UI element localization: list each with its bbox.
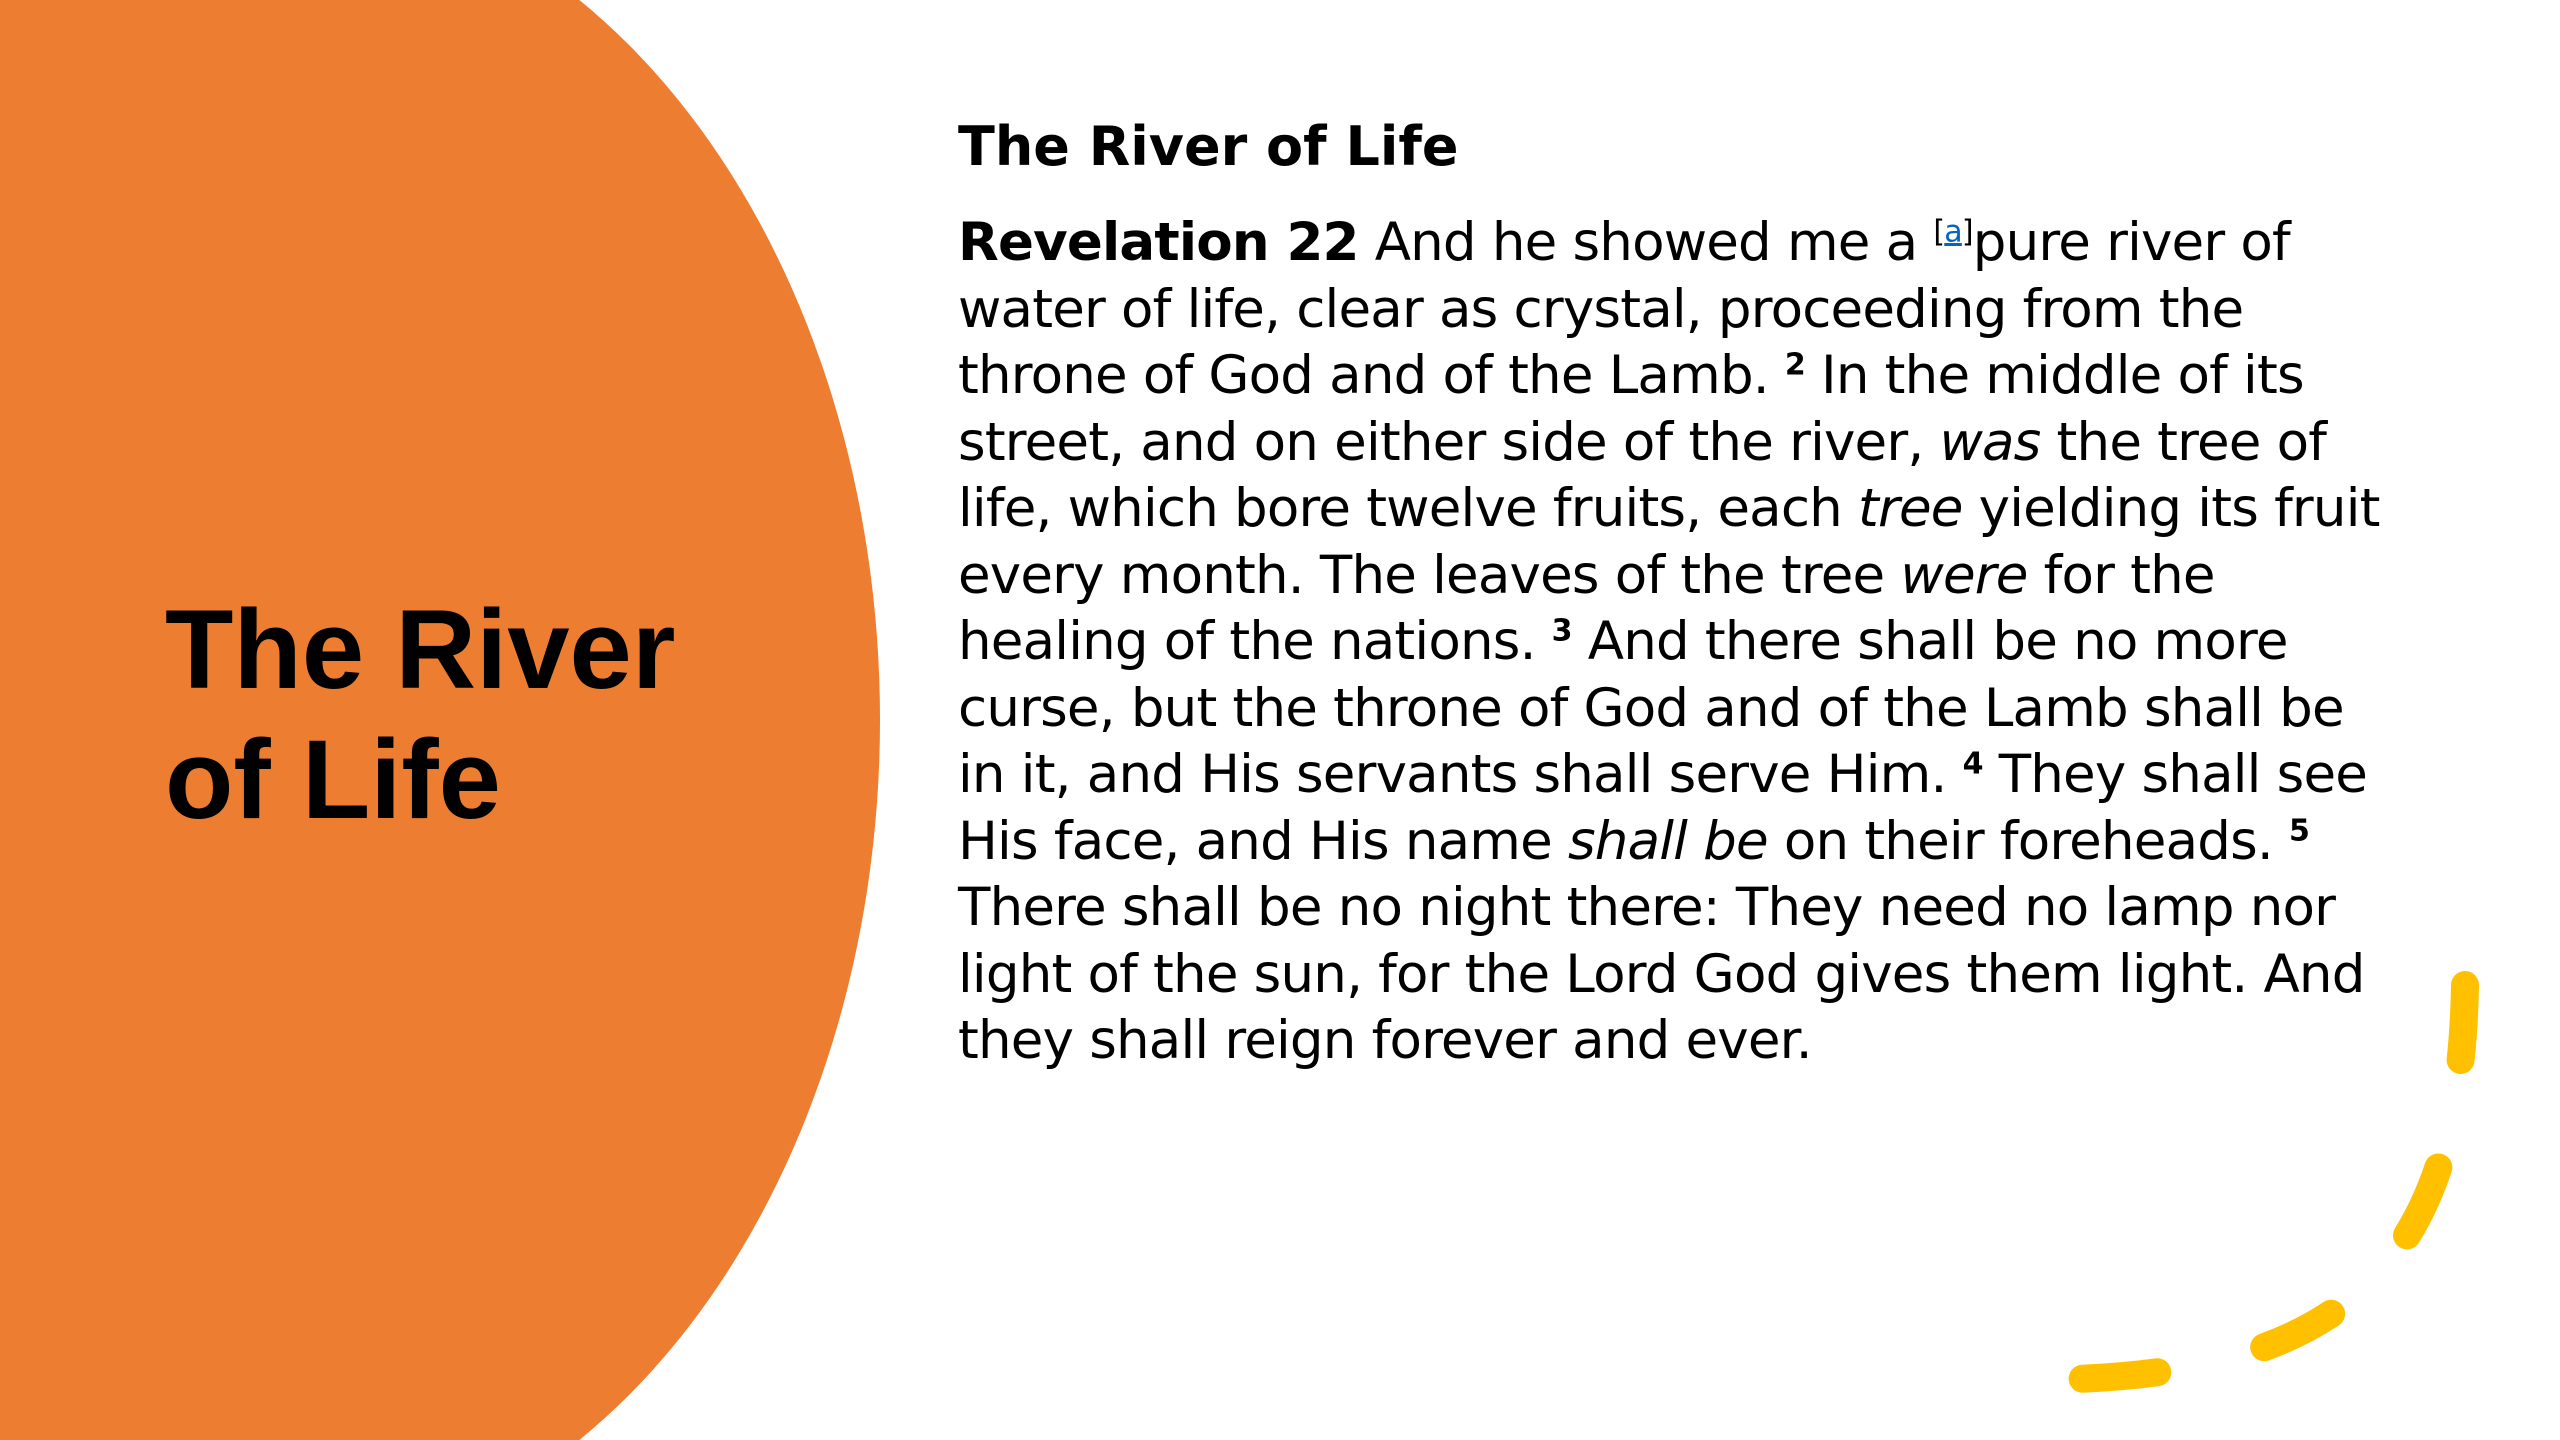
passage-text: pure river of water of life, clear as crystal, proceeding from the throne of God and of the Lamb.: [958, 212, 2290, 406]
passage-text: yielding its fruit every month. The leaves of the tree: [958, 478, 2380, 606]
passage-text: the tree of life, which bore twelve fruits, each: [958, 411, 2327, 539]
verse-number: 3: [1551, 613, 1572, 649]
passage-text: And there shall be no more curse, but the throne of God and of the Lamb shall be in it, and His servants shall serve Him.: [958, 611, 2344, 805]
verse-number: 4: [1962, 746, 1983, 782]
passage-text: on their foreheads.: [1767, 810, 2290, 872]
slide-title: The River of Life: [165, 587, 676, 842]
scripture-passage: [958, 210, 2398, 1075]
passage-text: There shall be no night there: They need no lamp nor light of the sun, for the Lord God gives them light. And they shall reign forever and ever.: [958, 877, 2365, 1071]
passage-text: They shall see His face, and His name: [958, 744, 2368, 872]
verse-number: 2: [1784, 347, 1805, 383]
italic-word: tree: [1858, 478, 1963, 539]
verse-number: 5: [2289, 812, 2310, 848]
passage-text: In the middle of its street, and on either side of the river,: [958, 345, 2304, 473]
dashed-arc-decoration: [1980, 960, 2500, 1400]
content-area: [958, 112, 2398, 1075]
dash-stroke: [2025, 985, 2465, 1380]
footnote-marker: [a]: [1933, 214, 1973, 250]
italic-word: was: [1939, 411, 2041, 473]
italic-word: were: [1900, 544, 2028, 606]
passage-text: for the healing of the nations.: [958, 544, 2215, 672]
scripture-reference: Revelation 22: [958, 212, 1359, 273]
italic-word: shall be: [1567, 810, 1768, 872]
footnote-link[interactable]: a: [1944, 214, 1962, 250]
passage-heading: The River of Life: [958, 115, 1459, 178]
passage-text: And he showed me a: [1358, 212, 1934, 273]
